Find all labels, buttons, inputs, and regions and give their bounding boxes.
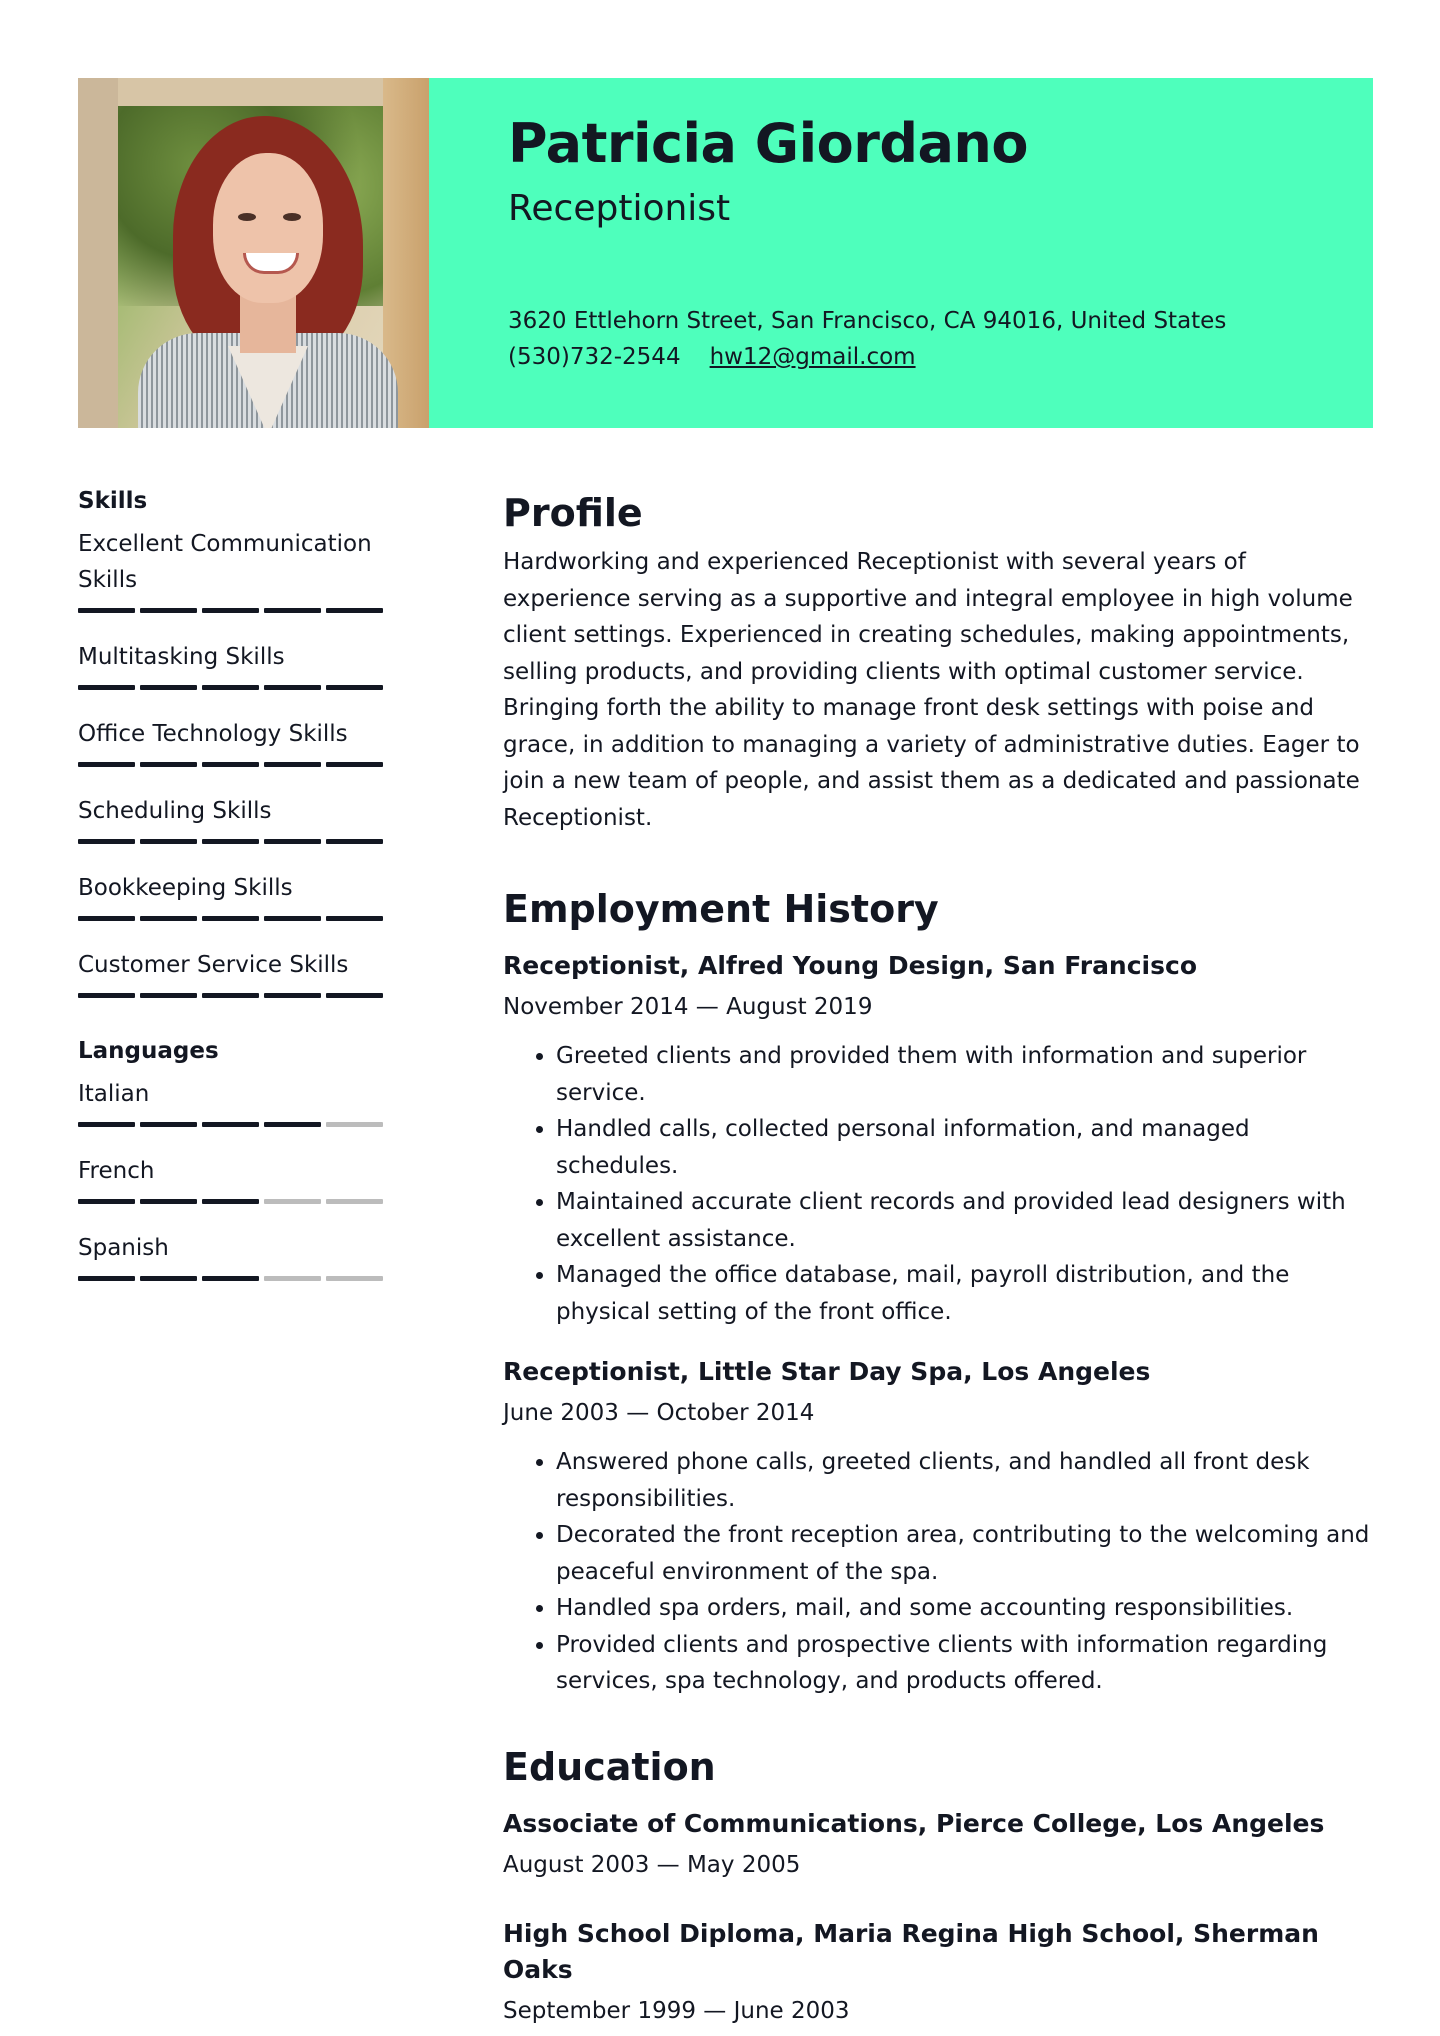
degree-dates: August 2003 — May 2005: [503, 1851, 801, 1878]
level-segment: [326, 1199, 383, 1204]
duty-item: • Handled spa orders, mail, and some accounting responsibilities.: [556, 1590, 1373, 1627]
level-segment: [140, 1276, 197, 1281]
level-segment: [202, 762, 259, 767]
profile-summary: Hardworking and experienced Receptionist with several years of experience serving as a supportive and integral employee in high volume client settings. Experienced in creating schedules, making appointments, selling products, and providing clients with optimal customer service. Bringing forth the ability to manage front desk settings with poise and grace, in addition to managing a variety of administrative duties. Eager to join a new team of people, and assist them as a dedicated and passionate Receptionist.: [503, 549, 1360, 831]
level-segment: [140, 839, 197, 844]
profile-section: [503, 488, 1373, 836]
level-segment: [326, 839, 383, 844]
skill-level-bar: [78, 916, 398, 921]
level-segment: [202, 685, 259, 690]
level-segment: [264, 685, 321, 690]
duty-item: • Maintained accurate client records and provided lead designers with excellent assistance.: [556, 1184, 1373, 1257]
job-entry: [503, 948, 1373, 1330]
contact-line: [508, 344, 916, 370]
level-segment: [78, 685, 135, 690]
level-segment: [264, 762, 321, 767]
skill-label: Bookkeeping Skills: [78, 875, 293, 901]
level-segment: [78, 1199, 135, 1204]
languages-section: [78, 1038, 398, 1281]
skill-label: Customer Service Skills: [78, 952, 349, 978]
language-label: Italian: [78, 1081, 150, 1107]
language-item: [78, 1076, 398, 1127]
skill-label: Scheduling Skills: [78, 798, 272, 824]
duties-list: [503, 1038, 1373, 1330]
level-segment: [202, 916, 259, 921]
level-segment: [326, 1122, 383, 1127]
language-label: French: [78, 1158, 155, 1184]
level-segment: [140, 993, 197, 998]
main-content: [503, 488, 1373, 2028]
skill-level-bar: [78, 1276, 398, 1281]
phone-number: (530)732-2544: [508, 344, 681, 370]
skill-item: [78, 716, 398, 767]
degree-heading: Associate of Communications, Pierce College, Los Angeles: [503, 1808, 1325, 1838]
job-heading: Receptionist, Little Star Day Spa, Los Angeles: [503, 1357, 1151, 1386]
language-item: [78, 1230, 398, 1281]
level-segment: [202, 1276, 259, 1281]
level-segment: [264, 608, 321, 613]
skill-item: [78, 947, 398, 998]
education-entry: [503, 1806, 1373, 1882]
level-segment: [326, 916, 383, 921]
job-entry: [503, 1354, 1373, 1700]
profile-photo: [78, 78, 429, 428]
resume-header: [78, 78, 1373, 428]
skill-label: Multitasking Skills: [78, 644, 285, 670]
employment-section: [503, 884, 1373, 1700]
job-heading: Receptionist, Alfred Young Design, San Francisco: [503, 951, 1197, 980]
skill-level-bar: [78, 1122, 398, 1127]
skill-level-bar: [78, 608, 398, 613]
level-segment: [140, 685, 197, 690]
skills-section: [78, 488, 398, 998]
degree-dates: September 1999 — June 2003: [503, 1997, 850, 2024]
email-link[interactable]: hw12@gmail.com: [709, 344, 916, 370]
candidate-name: Patricia Giordano: [508, 112, 1028, 175]
header-banner: [429, 78, 1373, 428]
level-segment: [326, 1276, 383, 1281]
duty-item: • Greeted clients and provided them with information and superior service.: [556, 1038, 1373, 1111]
degree-heading: High School Diploma, Maria Regina High School, Sherman Oaks: [503, 1918, 1319, 1984]
skill-label: Office Technology Skills: [78, 721, 348, 747]
profile-heading: Profile: [503, 491, 643, 535]
job-title: Receptionist: [508, 188, 731, 229]
skill-item: [78, 793, 398, 844]
skills-heading: Skills: [78, 488, 148, 514]
level-segment: [202, 1122, 259, 1127]
duties-list: [503, 1444, 1373, 1700]
level-segment: [264, 1199, 321, 1204]
duty-item: • Handled calls, collected personal information, and managed schedules.: [556, 1111, 1373, 1184]
level-segment: [264, 993, 321, 998]
address: 3620 Ettlehorn Street, San Francisco, CA 94016, United States: [508, 308, 1227, 334]
language-label: Spanish: [78, 1235, 169, 1261]
level-segment: [326, 993, 383, 998]
skill-level-bar: [78, 839, 398, 844]
education-section: [503, 1742, 1373, 2028]
level-segment: [202, 608, 259, 613]
skill-level-bar: [78, 1199, 398, 1204]
job-dates: November 2014 — August 2019: [503, 994, 873, 1020]
level-segment: [140, 608, 197, 613]
education-heading: Education: [503, 1744, 716, 1789]
duty-item: • Answered phone calls, greeted clients, and handled all front desk responsibilities.: [556, 1444, 1373, 1517]
level-segment: [78, 762, 135, 767]
level-segment: [78, 1276, 135, 1281]
employment-heading: Employment History: [503, 887, 939, 931]
level-segment: [264, 1122, 321, 1127]
skill-level-bar: [78, 685, 398, 690]
language-item: [78, 1153, 398, 1204]
level-segment: [140, 916, 197, 921]
level-segment: [326, 685, 383, 690]
level-segment: [202, 993, 259, 998]
level-segment: [78, 916, 135, 921]
level-segment: [140, 1199, 197, 1204]
level-segment: [326, 608, 383, 613]
skill-item: [78, 526, 398, 613]
skill-item: [78, 870, 398, 921]
level-segment: [326, 762, 383, 767]
education-entry: [503, 1916, 1373, 2028]
level-segment: [140, 1122, 197, 1127]
skill-item: [78, 639, 398, 690]
level-segment: [202, 839, 259, 844]
duty-item: • Decorated the front reception area, contributing to the welcoming and peaceful environment of the spa.: [556, 1517, 1373, 1590]
job-dates: June 2003 — October 2014: [503, 1400, 815, 1426]
duty-item: • Managed the office database, mail, payroll distribution, and the physical setting of the front office.: [556, 1257, 1373, 1330]
level-segment: [78, 993, 135, 998]
level-segment: [264, 1276, 321, 1281]
level-segment: [78, 1122, 135, 1127]
languages-heading: Languages: [78, 1038, 219, 1064]
skill-level-bar: [78, 762, 398, 767]
skill-label: Excellent Communication Skills: [78, 531, 372, 593]
level-segment: [264, 839, 321, 844]
level-segment: [78, 608, 135, 613]
level-segment: [78, 839, 135, 844]
sidebar: [78, 488, 398, 1307]
skill-level-bar: [78, 993, 398, 998]
level-segment: [140, 762, 197, 767]
duty-item: • Provided clients and prospective clients with information regarding services, spa technology, and products offered.: [556, 1627, 1373, 1700]
level-segment: [264, 916, 321, 921]
level-segment: [202, 1199, 259, 1204]
